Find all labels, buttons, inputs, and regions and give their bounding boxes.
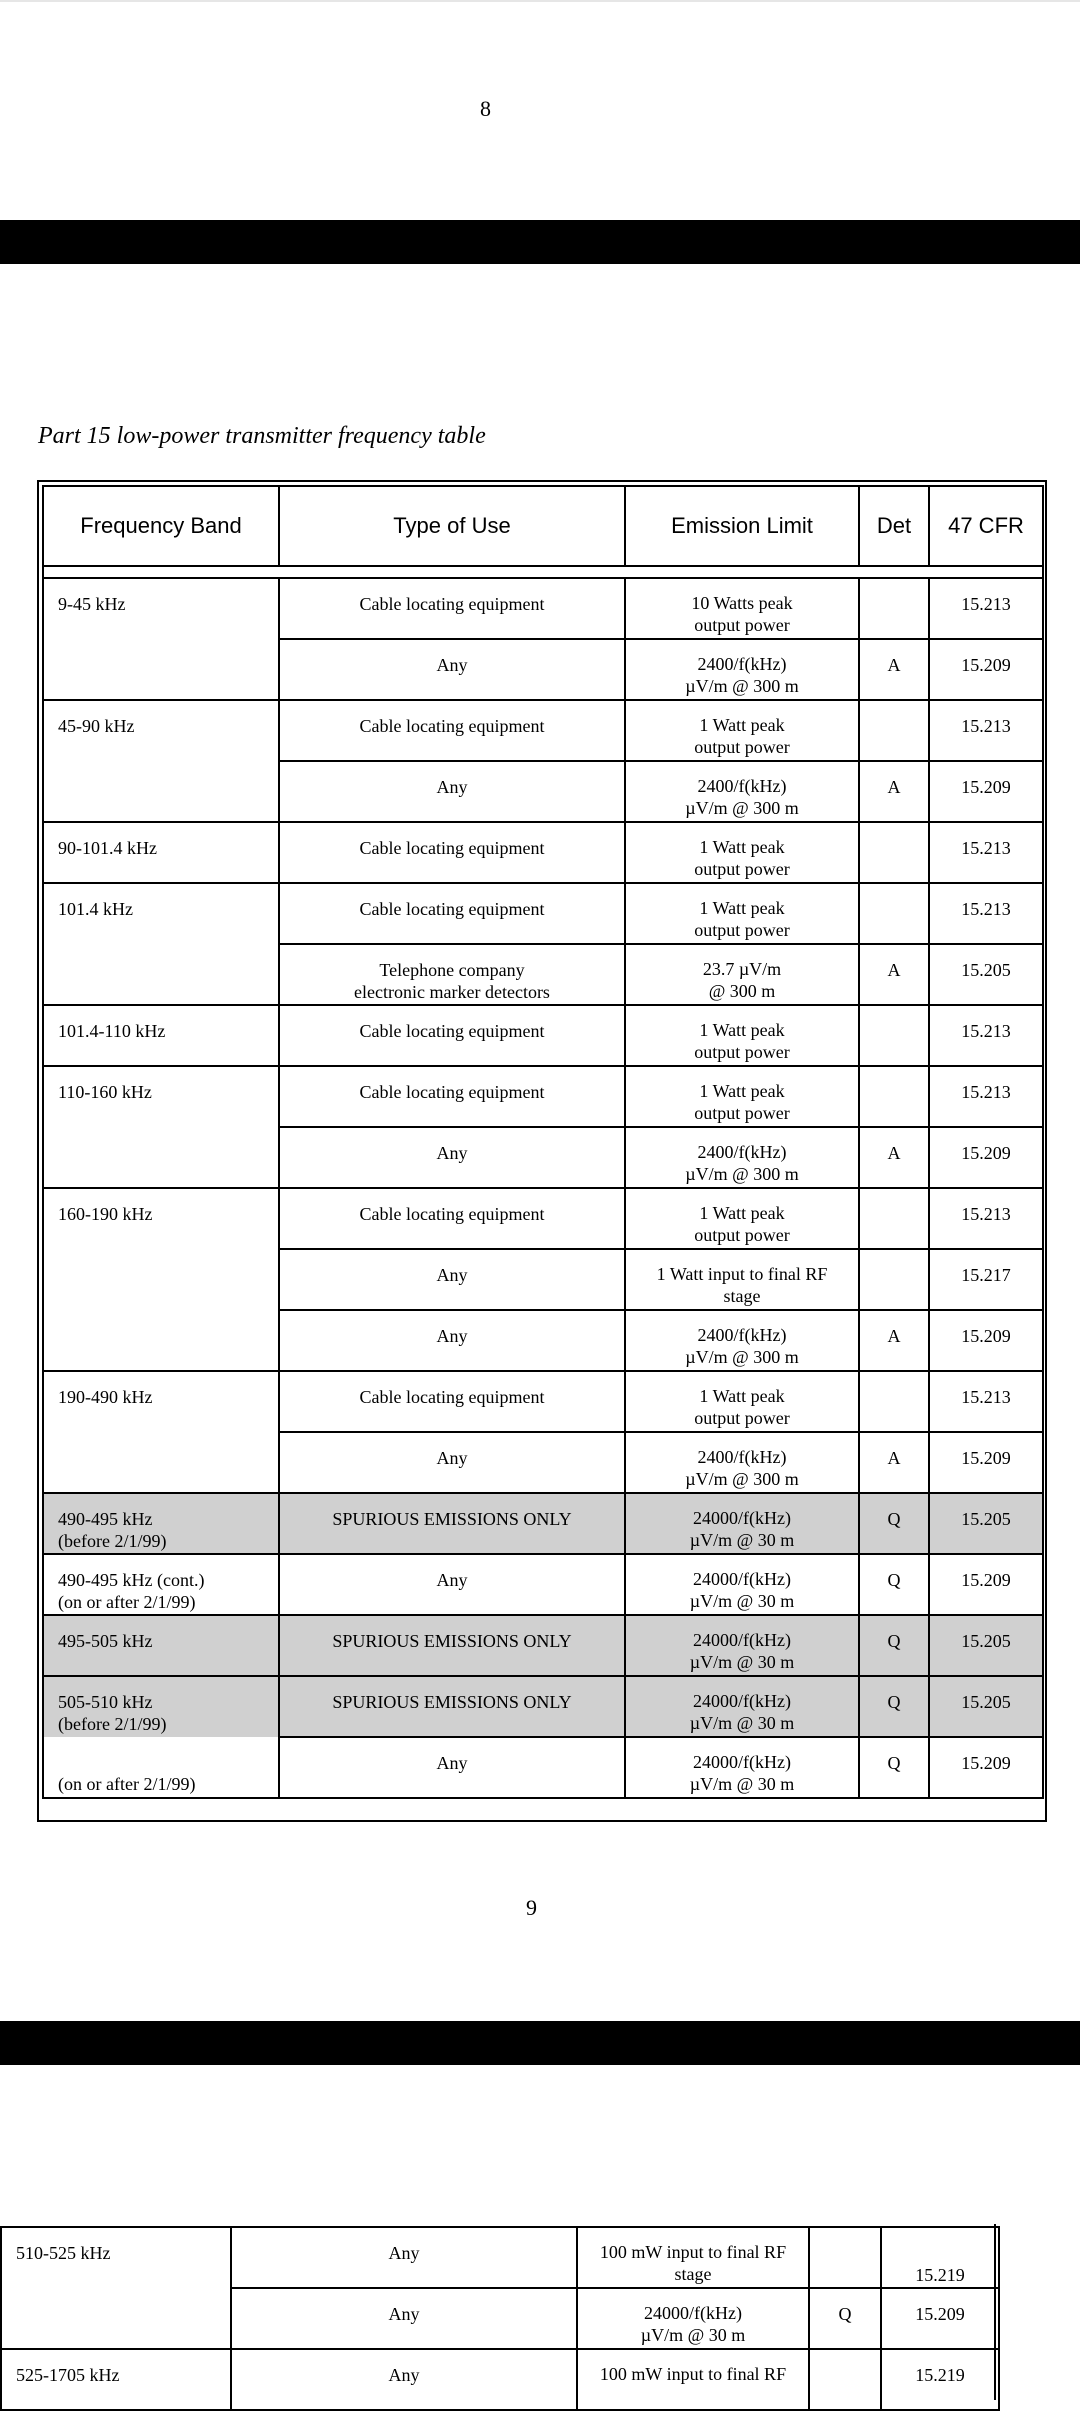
frequency-band-cell xyxy=(1,2349,231,2410)
det-cell xyxy=(859,1127,929,1188)
emission-limit-line: 23.7 µV/m xyxy=(702,959,782,979)
table-caption: Part 15 low-power transmitter frequency table xyxy=(38,423,486,449)
table-row xyxy=(43,761,1043,822)
emission-limit-line: µV/m @ 300 m xyxy=(685,1164,799,1184)
cfr-section-cell-text: 15.213 xyxy=(961,1082,1011,1102)
emission-limit-line: µV/m @ 30 m xyxy=(689,1713,795,1733)
det-cell xyxy=(859,1676,929,1737)
det-cell xyxy=(859,1493,929,1554)
type-of-use-cell xyxy=(279,1554,625,1615)
type-of-use-cell xyxy=(279,639,625,700)
frequency-band-cell xyxy=(43,1127,279,1188)
page-separator-bar xyxy=(0,220,1080,264)
emission-limit-line: µV/m @ 30 m xyxy=(689,1591,795,1611)
det-cell-text: A xyxy=(887,1143,901,1163)
det-cell xyxy=(809,2349,881,2410)
cfr-section-cell-text: 15.213 xyxy=(961,1021,1011,1041)
type-of-use-line: Cable locating equipment xyxy=(359,1387,545,1407)
emission-limit-cell xyxy=(625,1737,859,1798)
page-separator-bar-2 xyxy=(0,2021,1080,2065)
type-of-use-cell xyxy=(279,1737,625,1798)
frequency-band-cell xyxy=(43,1554,279,1615)
emission-limit-line: 24000/f(kHz) xyxy=(693,1569,791,1589)
det-cell-text: Q xyxy=(887,1509,901,1529)
type-of-use-cell xyxy=(279,1249,625,1310)
frequency-band-line: (on or after 2/1/99) xyxy=(58,1774,196,1794)
cfr-section-cell xyxy=(929,578,1043,639)
cfr-section-cell-text: 15.205 xyxy=(961,1509,1011,1529)
frequency-band-line: (on or after 2/1/99) xyxy=(58,1592,196,1612)
det-cell-text xyxy=(860,1189,928,1203)
emission-limit-line: 2400/f(kHz) xyxy=(697,776,787,796)
emission-limit-line: 1 Watt input to final RF xyxy=(656,1264,828,1284)
cfr-section-cell-text: 15.205 xyxy=(961,1631,1011,1651)
type-of-use-line: Cable locating equipment xyxy=(359,838,545,858)
type-of-use-cell xyxy=(279,822,625,883)
table-row xyxy=(43,1249,1043,1310)
det-cell xyxy=(809,2288,881,2349)
type-of-use-line: Any xyxy=(436,655,468,675)
emission-limit-line: output power xyxy=(694,859,790,879)
emission-limit-cell xyxy=(577,2288,809,2349)
frequency-band-cell xyxy=(43,761,279,822)
type-of-use-cell xyxy=(231,2288,577,2349)
emission-limit-line: µV/m @ 30 m xyxy=(689,1774,795,1794)
frequency-band-cell xyxy=(43,1005,279,1066)
det-cell xyxy=(859,1188,929,1249)
cfr-section-cell xyxy=(929,1249,1043,1310)
det-cell xyxy=(859,883,929,944)
det-cell-text xyxy=(860,1067,928,1081)
table-body xyxy=(43,566,1043,1798)
emission-limit-line: output power xyxy=(694,1225,790,1245)
emission-limit-cell xyxy=(625,1188,859,1249)
emission-limit-cell xyxy=(625,639,859,700)
det-cell-text: A xyxy=(887,960,901,980)
emission-limit-cell xyxy=(577,2227,809,2288)
type-of-use-line: Any xyxy=(388,2243,420,2263)
det-cell xyxy=(859,700,929,761)
cfr-section-cell xyxy=(929,1554,1043,1615)
emission-limit-cell xyxy=(625,761,859,822)
type-of-use-line: Any xyxy=(436,777,468,797)
cfr-section-cell-text: 15.209 xyxy=(961,777,1011,797)
cfr-section-cell xyxy=(881,2227,999,2288)
det-cell xyxy=(859,1432,929,1493)
det-cell xyxy=(859,1005,929,1066)
frequency-band-line: 110-160 kHz xyxy=(58,1082,152,1102)
emission-limit-cell xyxy=(577,2349,809,2410)
type-of-use-cell xyxy=(279,883,625,944)
type-of-use-cell xyxy=(231,2349,577,2410)
frequency-band-cell xyxy=(43,578,279,639)
det-cell xyxy=(859,761,929,822)
frequency-band-cell xyxy=(43,1310,279,1371)
type-of-use-line: Any xyxy=(388,2304,420,2324)
table-row xyxy=(43,700,1043,761)
type-of-use-cell xyxy=(279,944,625,1005)
frequency-band-cell xyxy=(43,1493,279,1554)
type-of-use-line: Any xyxy=(436,1143,468,1163)
emission-limit-cell xyxy=(625,578,859,639)
type-of-use-line: Any xyxy=(436,1265,468,1285)
emission-limit-line: 1 Watt peak xyxy=(699,1081,785,1101)
frequency-band-cell xyxy=(43,1066,279,1127)
type-of-use-line: electronic marker detectors xyxy=(354,982,550,1002)
type-of-use-line: SPURIOUS EMISSIONS ONLY xyxy=(332,1692,572,1712)
frequency-band-line: 101.4-110 kHz xyxy=(58,1021,166,1041)
emission-limit-line: 1 Watt peak xyxy=(699,1203,785,1223)
type-of-use-line: Any xyxy=(436,1570,468,1590)
emission-limit-line: 100 mW input to final RF xyxy=(599,2242,787,2262)
det-cell xyxy=(859,1554,929,1615)
cfr-section-cell-text: 15.205 xyxy=(961,960,1011,980)
emission-limit-cell xyxy=(625,1127,859,1188)
frequency-band-line: 510-525 kHz xyxy=(16,2243,111,2263)
det-cell-text xyxy=(860,701,928,715)
emission-limit-line: µV/m @ 30 m xyxy=(689,1652,795,1672)
frequency-band-line: 505-510 kHz xyxy=(58,1692,153,1712)
det-cell-text: Q xyxy=(838,2304,852,2324)
header-spacer-row xyxy=(43,566,1043,578)
frequency-band-line: 490-495 kHz xyxy=(58,1509,153,1529)
frequency-band-cell xyxy=(43,1737,279,1798)
emission-limit-cell xyxy=(625,1005,859,1066)
emission-limit-cell xyxy=(625,1310,859,1371)
table-row xyxy=(43,1615,1043,1676)
det-cell xyxy=(859,1249,929,1310)
det-cell xyxy=(859,1066,929,1127)
emission-limit-line: 2400/f(kHz) xyxy=(697,1325,787,1345)
frequency-band-cell xyxy=(43,1676,279,1737)
frequency-band-line: 90-101.4 kHz xyxy=(58,838,157,858)
table-row xyxy=(43,578,1043,639)
type-of-use-cell xyxy=(279,700,625,761)
det-cell xyxy=(859,944,929,1005)
type-of-use-cell xyxy=(279,1005,625,1066)
emission-limit-line: 2400/f(kHz) xyxy=(697,1142,787,1162)
frequency-band-line: 9-45 kHz xyxy=(58,594,126,614)
det-cell-text xyxy=(810,2228,880,2242)
emission-limit-line: 24000/f(kHz) xyxy=(693,1630,791,1650)
table-row xyxy=(1,2288,999,2349)
cfr-section-cell-text: 15.213 xyxy=(961,899,1011,919)
continued-table-body xyxy=(1,2227,999,2410)
cfr-section-cell xyxy=(929,1066,1043,1127)
frequency-band-cell xyxy=(43,883,279,944)
cfr-section-cell-text: 15.209 xyxy=(961,1448,1011,1468)
frequency-band-cell xyxy=(43,944,279,1005)
det-cell-text: Q xyxy=(887,1753,901,1773)
table-row xyxy=(43,883,1043,944)
emission-limit-line: 1 Watt peak xyxy=(699,837,785,857)
table-row xyxy=(43,1737,1043,1798)
type-of-use-line: Telephone company xyxy=(379,960,525,980)
det-cell-text xyxy=(860,823,928,837)
emission-limit-cell xyxy=(625,1493,859,1554)
type-of-use-cell xyxy=(279,1066,625,1127)
type-of-use-line: Any xyxy=(388,2365,420,2385)
frequency-band-cell xyxy=(43,1371,279,1432)
frequency-band-line: 525-1705 kHz xyxy=(16,2365,120,2385)
emission-limit-line: 24000/f(kHz) xyxy=(693,1508,791,1528)
emission-limit-line: 2400/f(kHz) xyxy=(697,1447,787,1467)
type-of-use-line: Cable locating equipment xyxy=(359,594,545,614)
header-frequency-band: Frequency Band xyxy=(43,486,279,566)
type-of-use-line: Cable locating equipment xyxy=(359,1204,545,1224)
top-edge-line xyxy=(0,0,1080,2)
cfr-section-cell-text: 15.205 xyxy=(961,1692,1011,1712)
emission-limit-line: 1 Watt peak xyxy=(699,898,785,918)
frequency-band-cell xyxy=(43,1188,279,1249)
det-cell-text: Q xyxy=(887,1692,901,1712)
emission-limit-line: µV/m @ 300 m xyxy=(685,676,799,696)
cfr-section-cell-text: 15.209 xyxy=(961,655,1011,675)
cfr-section-cell-text: 15.209 xyxy=(961,1570,1011,1590)
emission-limit-line: 1 Watt peak xyxy=(699,715,785,735)
cfr-section-cell-text: 15.209 xyxy=(915,2304,965,2324)
emission-limit-line: 1 Watt peak xyxy=(699,1020,785,1040)
det-cell xyxy=(859,639,929,700)
cfr-section-cell xyxy=(929,639,1043,700)
cfr-section-cell-text: 15.217 xyxy=(961,1265,1011,1285)
emission-limit-line: output power xyxy=(694,1408,790,1428)
table-row xyxy=(43,1005,1043,1066)
table-row xyxy=(43,1188,1043,1249)
cfr-section-cell-text: 15.209 xyxy=(961,1326,1011,1346)
det-cell-text xyxy=(860,1006,928,1020)
type-of-use-cell xyxy=(279,1310,625,1371)
emission-limit-cell xyxy=(625,944,859,1005)
emission-limit-cell xyxy=(625,1066,859,1127)
header-47-cfr: 47 CFR xyxy=(929,486,1043,566)
emission-limit-line: 2400/f(kHz) xyxy=(697,654,787,674)
emission-limit-cell xyxy=(625,1554,859,1615)
type-of-use-cell xyxy=(279,1188,625,1249)
det-cell xyxy=(859,1737,929,1798)
emission-limit-line: µV/m @ 30 m xyxy=(689,1530,795,1550)
cfr-section-cell xyxy=(929,1615,1043,1676)
type-of-use-cell xyxy=(279,1371,625,1432)
cfr-section-cell xyxy=(929,1188,1043,1249)
type-of-use-line: SPURIOUS EMISSIONS ONLY xyxy=(332,1509,572,1529)
emission-limit-line: 24000/f(kHz) xyxy=(693,1752,791,1772)
det-cell-text xyxy=(860,884,928,898)
table-header-row xyxy=(43,486,1043,566)
cfr-section-cell xyxy=(929,1432,1043,1493)
table-row xyxy=(43,1127,1043,1188)
cfr-section-cell-text: 15.213 xyxy=(961,838,1011,858)
frequency-band-line: 45-90 kHz xyxy=(58,716,135,736)
det-cell-text: A xyxy=(887,777,901,797)
type-of-use-line: Any xyxy=(436,1326,468,1346)
det-cell-text: Q xyxy=(887,1631,901,1651)
type-of-use-cell xyxy=(279,761,625,822)
table-row xyxy=(43,639,1043,700)
header-emission-limit: Emission Limit xyxy=(625,486,859,566)
emission-limit-cell xyxy=(625,700,859,761)
det-cell-text xyxy=(810,2350,880,2364)
cfr-section-cell xyxy=(929,1310,1043,1371)
type-of-use-cell xyxy=(231,2227,577,2288)
continued-table-right-frame xyxy=(994,2224,1000,2400)
det-cell-text xyxy=(860,1250,928,1264)
emission-limit-line: output power xyxy=(694,1042,790,1062)
det-cell-text: A xyxy=(887,1448,901,1468)
frequency-table xyxy=(42,485,1044,1799)
frequency-band-cell xyxy=(43,700,279,761)
type-of-use-line: Cable locating equipment xyxy=(359,899,545,919)
type-of-use-cell xyxy=(279,578,625,639)
cfr-section-cell xyxy=(929,822,1043,883)
frequency-band-line: (before 2/1/99) xyxy=(58,1531,167,1551)
emission-limit-line: output power xyxy=(694,1103,790,1123)
frequency-band-cell xyxy=(43,1615,279,1676)
cfr-section-cell xyxy=(929,1371,1043,1432)
table-row xyxy=(1,2227,999,2288)
det-cell-text: A xyxy=(887,1326,901,1346)
det-cell xyxy=(859,1310,929,1371)
cfr-section-cell-text: 15.219 xyxy=(915,2265,965,2285)
type-of-use-cell xyxy=(279,1493,625,1554)
header-type-of-use: Type of Use xyxy=(279,486,625,566)
det-cell xyxy=(859,578,929,639)
det-cell xyxy=(809,2227,881,2288)
emission-limit-line: 10 Watts peak xyxy=(691,593,793,613)
emission-limit-cell xyxy=(625,1676,859,1737)
cfr-section-cell xyxy=(929,883,1043,944)
page-number-top: 8 xyxy=(480,96,491,121)
cfr-section-cell xyxy=(929,761,1043,822)
det-cell-text xyxy=(860,579,928,593)
table-row xyxy=(43,1066,1043,1127)
table-row xyxy=(43,1493,1043,1554)
emission-limit-cell xyxy=(625,1371,859,1432)
emission-limit-line: 24000/f(kHz) xyxy=(644,2303,742,2323)
header-det: Det xyxy=(859,486,929,566)
emission-limit-line: output power xyxy=(694,920,790,940)
cfr-section-cell-text: 15.213 xyxy=(961,594,1011,614)
emission-limit-cell xyxy=(625,1249,859,1310)
cfr-section-cell xyxy=(929,1493,1043,1554)
frequency-band-line: 490-495 kHz (cont.) xyxy=(58,1570,205,1590)
type-of-use-cell xyxy=(279,1127,625,1188)
cfr-section-cell-text: 15.209 xyxy=(961,1753,1011,1773)
table-row xyxy=(43,1432,1043,1493)
type-of-use-line: SPURIOUS EMISSIONS ONLY xyxy=(332,1631,572,1651)
emission-limit-line: output power xyxy=(694,737,790,757)
emission-limit-cell xyxy=(625,883,859,944)
frequency-band-cell xyxy=(43,1249,279,1310)
det-cell-text xyxy=(860,1372,928,1386)
table-row xyxy=(43,1310,1043,1371)
cfr-section-cell-text: 15.209 xyxy=(961,1143,1011,1163)
emission-limit-cell xyxy=(625,1432,859,1493)
cfr-section-cell xyxy=(929,1127,1043,1188)
emission-limit-line: µV/m @ 300 m xyxy=(685,1469,799,1489)
emission-limit-cell xyxy=(625,1615,859,1676)
emission-limit-line: 24000/f(kHz) xyxy=(693,1691,791,1711)
frequency-band-cell xyxy=(43,639,279,700)
cfr-section-cell-text: 15.213 xyxy=(961,716,1011,736)
cfr-section-cell xyxy=(929,700,1043,761)
frequency-band-line: 101.4 kHz xyxy=(58,899,133,919)
cfr-section-cell xyxy=(929,1005,1043,1066)
cfr-section-cell xyxy=(881,2349,999,2410)
frequency-band-line: 160-190 kHz xyxy=(58,1204,153,1224)
cfr-section-cell-text: 15.213 xyxy=(961,1204,1011,1224)
emission-limit-line: µV/m @ 300 m xyxy=(685,1347,799,1367)
det-cell xyxy=(859,1371,929,1432)
table-row xyxy=(43,1554,1043,1615)
cfr-section-cell xyxy=(881,2288,999,2349)
type-of-use-line: Cable locating equipment xyxy=(359,1021,545,1041)
det-cell-text: Q xyxy=(887,1570,901,1590)
frequency-band-cell xyxy=(1,2288,231,2349)
emission-limit-line: @ 300 m xyxy=(708,981,776,1001)
frequency-band-cell xyxy=(43,1432,279,1493)
type-of-use-line: Cable locating equipment xyxy=(359,1082,545,1102)
cfr-section-cell xyxy=(929,1676,1043,1737)
frequency-band-cell xyxy=(43,822,279,883)
type-of-use-cell xyxy=(279,1615,625,1676)
det-cell xyxy=(859,822,929,883)
cfr-section-cell-text: 15.213 xyxy=(961,1387,1011,1407)
type-of-use-cell xyxy=(279,1676,625,1737)
type-of-use-line: Any xyxy=(436,1448,468,1468)
continued-frequency-table xyxy=(0,2226,1000,2411)
emission-limit-line: µV/m @ 300 m xyxy=(685,798,799,818)
emission-limit-line: 100 mW input to final RF xyxy=(599,2364,787,2384)
page-number-bottom: 9 xyxy=(526,1895,537,1920)
det-cell xyxy=(859,1615,929,1676)
table-row xyxy=(43,822,1043,883)
table-row xyxy=(43,1676,1043,1737)
cfr-section-cell-text: 15.219 xyxy=(915,2365,965,2385)
type-of-use-line: Cable locating equipment xyxy=(359,716,545,736)
frequency-band-line: (before 2/1/99) xyxy=(58,1714,167,1734)
emission-limit-line: output power xyxy=(694,615,790,635)
emission-limit-line: stage xyxy=(674,2264,712,2284)
type-of-use-cell xyxy=(279,1432,625,1493)
emission-limit-line: stage xyxy=(723,1286,761,1306)
frequency-band-cell xyxy=(1,2227,231,2288)
table-row xyxy=(43,1371,1043,1432)
det-cell-text: A xyxy=(887,655,901,675)
type-of-use-line: Any xyxy=(436,1753,468,1773)
table-row xyxy=(1,2349,999,2410)
frequency-band-line: 495-505 kHz xyxy=(58,1631,153,1651)
cfr-section-cell xyxy=(929,1737,1043,1798)
emission-limit-line: 1 Watt peak xyxy=(699,1386,785,1406)
frequency-band-line: 190-490 kHz xyxy=(58,1387,153,1407)
table-row xyxy=(43,944,1043,1005)
emission-limit-line: µV/m @ 30 m xyxy=(640,2325,746,2345)
cfr-section-cell xyxy=(929,944,1043,1005)
emission-limit-cell xyxy=(625,822,859,883)
